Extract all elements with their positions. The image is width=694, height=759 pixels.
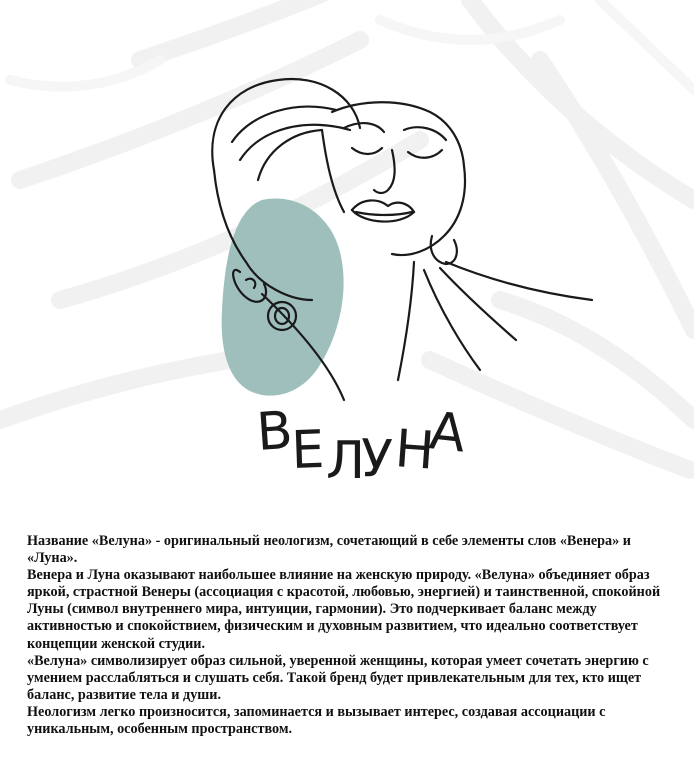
eye-closed [352, 148, 382, 154]
logo-wordmark [255, 401, 469, 491]
wordmark-letter: У [359, 429, 394, 491]
description-text [27, 533, 672, 738]
description-paragraph: Название «Велуна» - оригинальный неологизм, сочетающий в себе элементы слов «Венера» и «Луна». [27, 533, 631, 567]
wordmark-letter: В [254, 400, 295, 463]
wordmark-letter: Е [290, 419, 326, 481]
description-paragraph: Венера и Луна оказывают наибольшее влияние на женскую природу. «Велуна» объединяет образ яркой, страстной Венеры (ассоциация с красотой, любовью, энергией) и таинственной, спокойной Луны (символ внутреннего мира, интуиции, гармонии). Это подчеркивает баланс между активностью и спокойствием, физическим и духовным развитием, что идеально соответствует концепции женской студии. [27, 567, 661, 652]
description-paragraph: Неологизм легко произносится, запоминается и вызывает интерес, создавая ассоциации с уникальным, особенным пространством. [27, 703, 606, 738]
hair-outline [212, 79, 360, 170]
wordmark-letter: Л [326, 431, 366, 491]
face-contour [332, 102, 464, 166]
neck-line [424, 270, 480, 370]
face-side [322, 130, 344, 212]
nose [374, 150, 395, 193]
eyebrow [404, 127, 446, 140]
ear-right [431, 236, 457, 264]
neck-line [440, 268, 516, 340]
neck-line [446, 262, 592, 300]
hair-strand [240, 125, 350, 160]
lips-line [356, 212, 412, 215]
wordmark-letter: А [426, 401, 469, 465]
neck-line [398, 262, 414, 380]
hair-strand [258, 130, 322, 180]
eye-closed [408, 150, 442, 158]
wordmark-letter: Н [393, 419, 437, 482]
lips-upper [352, 200, 414, 212]
description-paragraph: «Велуна» символизирует образ сильной, уверенной женщины, которая умеет сочетать энергию с умением расслабляться и слушать себя. Такой бренд будет привлекательным для тех, кто ищет баланс, развитие тела и души. [27, 652, 649, 703]
